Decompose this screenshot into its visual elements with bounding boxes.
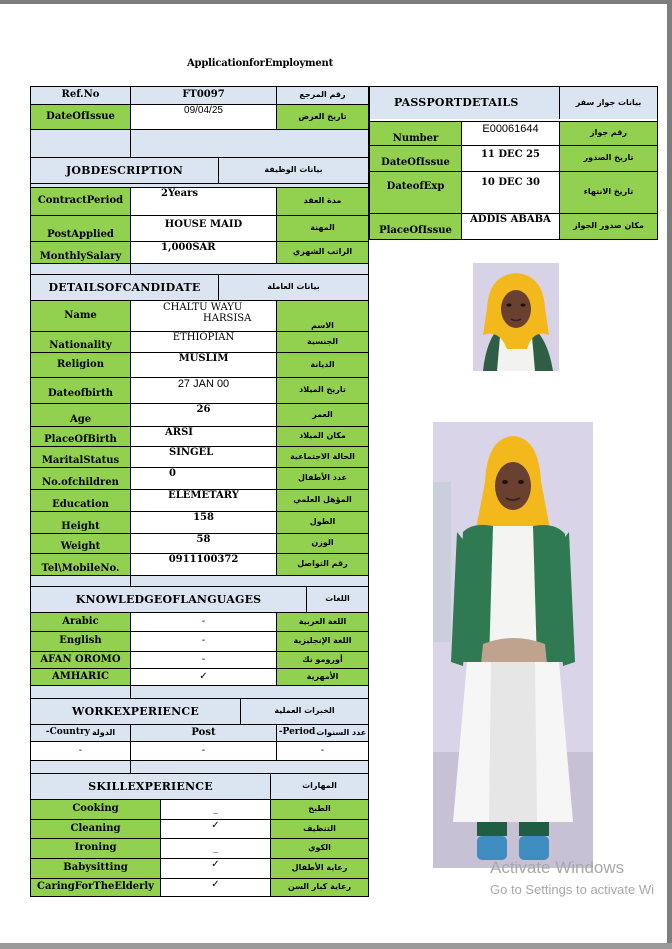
work-experience-header: WORKEXPERIENCE [30, 698, 241, 725]
candidate-header-ar: بيانات العاملة [218, 274, 369, 301]
work-post-header: Post [130, 724, 277, 742]
weight-ar: الوزن [276, 533, 369, 554]
age-ar: العمر [276, 403, 369, 427]
skills-header-ar: المهارات [270, 773, 369, 800]
children-ar: عدد الأطفال [276, 467, 369, 490]
work-period-ar: عدد السنوات [316, 727, 367, 737]
language-value-amharic: ✓ [130, 668, 277, 686]
skill-value-cooking: _ [160, 799, 271, 820]
job-description-header-ar: بيانات الوظيفة [218, 157, 369, 184]
skill-ar-ironing: الكوي [270, 838, 369, 859]
spacer-cell [30, 760, 131, 774]
work-experience-header-ar: الخبرات العملية [240, 698, 369, 725]
skill-label-elderly: CaringForTheElderly [30, 878, 161, 897]
language-label-oromo: AFAN OROMO [30, 651, 131, 669]
language-ar-amharic: الأمهرية [276, 668, 369, 686]
ref-no-value: FT0097 [130, 86, 277, 105]
weight-label: Weight [30, 533, 131, 554]
spacer-cell [30, 685, 131, 699]
date-of-issue-ar: تاريخ العرض [276, 104, 369, 130]
work-country-ar: الدولة [91, 727, 116, 737]
language-label-arabic: Arabic [30, 612, 131, 632]
height-value: 158 [130, 511, 277, 534]
work-period-value: - [276, 741, 369, 761]
date-of-issue-value: 09/04/25 [130, 104, 277, 130]
marital-status-label: MaritalStatus [30, 446, 131, 468]
passport-photo [473, 263, 559, 371]
language-ar-english: اللغة الإنجليزية [276, 631, 369, 652]
date-of-birth-label: Dateofbirth [30, 377, 131, 404]
ref-no-label: Ref.No [30, 86, 131, 105]
place-of-birth-value: ARSI [130, 426, 277, 447]
ref-no-ar: رقم المرجع [276, 86, 369, 105]
work-post-value: - [130, 741, 277, 761]
language-ar-arabic: اللغة العربية [276, 612, 369, 632]
skill-label-cleaning: Cleaning [30, 819, 161, 839]
language-label-amharic: AMHARIC [30, 668, 131, 686]
name-line-2: HARSISA [203, 312, 252, 324]
document-title: ApplicationforEmployment [186, 58, 333, 69]
nationality-value: ETHIOPIAN [130, 331, 277, 353]
passport-issue-ar: تاريخ الصدور [559, 145, 658, 172]
spacer-cell [30, 129, 131, 158]
passport-place-value: ADDIS ABABA [461, 213, 560, 240]
activation-watermark-subtitle: Go to Settings to activate Wi [490, 882, 655, 897]
children-value: 0 [130, 467, 277, 490]
tel-ar: رقم التواصل [276, 553, 369, 576]
language-value-arabic: - [130, 612, 277, 632]
marital-status-value: SINGEL [130, 446, 277, 468]
passport-issue-label: DateOfIssue [369, 145, 462, 172]
monthly-salary-label: MonthlySalary [30, 241, 131, 264]
skill-value-ironing: _ [160, 838, 271, 859]
date-of-birth-ar: تاريخ الميلاد [276, 377, 369, 404]
skill-value-cleaning: ✓ [160, 819, 271, 839]
contract-period-ar: مدة العقد [276, 187, 369, 216]
tel-label: Tel\MobileNo. [30, 553, 131, 576]
passport-exp-value: 10 DEC 30 [461, 171, 560, 214]
name-value [130, 300, 277, 332]
date-of-birth-value: 27 JAN 00 [130, 377, 277, 404]
activation-watermark-title: Activate Windows [490, 858, 625, 877]
work-country-value: - [30, 741, 131, 761]
education-label: Education [30, 489, 131, 512]
passport-photo-image [473, 263, 559, 371]
passport-number-value: E00061644 [461, 121, 560, 146]
contract-period-value: 2Years [130, 187, 277, 216]
full-body-photo [433, 422, 593, 868]
skill-label-ironing: Ironing [30, 838, 161, 859]
languages-header-ar: اللغات [306, 586, 369, 613]
skill-label-cooking: Cooking [30, 799, 161, 820]
work-period-label: -Period [278, 727, 316, 738]
candidate-header: DETAILSOFCANDIDATE [30, 274, 219, 301]
religion-label: Religion [30, 352, 131, 378]
age-value: 26 [130, 403, 277, 427]
age-label: Age [30, 403, 131, 427]
language-value-oromo: - [130, 651, 277, 669]
post-applied-label: PostApplied [30, 215, 131, 242]
skill-ar-babysitting: رعاية الأطفال [270, 858, 369, 879]
education-ar: المؤهل العلمي [276, 489, 369, 512]
nationality-ar: الجنسية [276, 331, 369, 353]
passport-number-label: Number [369, 121, 462, 146]
passport-place-ar: مكان صدور الجواز [559, 213, 658, 240]
name-line-1: CHALTU WAYU [163, 302, 243, 313]
contract-period-label: ContractPeriod [30, 187, 131, 216]
skill-value-babysitting: ✓ [160, 858, 271, 879]
passport-number-ar: رقم جواز [559, 121, 658, 146]
religion-value: MUSLIM [130, 352, 277, 378]
language-label-english: English [30, 631, 131, 652]
marital-status-ar: الحالة الاجتماعية [276, 446, 369, 468]
date-of-issue-label: DateOfIssue [30, 104, 131, 130]
work-country-label: -Country [45, 727, 90, 738]
height-ar: الطول [276, 511, 369, 534]
place-of-birth-ar: مكان الميلاد [276, 426, 369, 447]
spacer-cell [130, 760, 369, 774]
skill-ar-cooking: الطبخ [270, 799, 369, 820]
passport-header-ar: بيانات جواز سفر [559, 86, 658, 120]
education-value: ELEMETARY [130, 489, 277, 512]
children-label: No.ofchildren [30, 467, 131, 490]
skill-label-babysitting: Babysitting [30, 858, 161, 879]
passport-exp-ar: تاريخ الانتهاء [559, 171, 658, 214]
skill-value-elderly: ✓ [160, 878, 271, 897]
passport-issue-value: 11 DEC 25 [461, 145, 560, 172]
full-body-photo-image [433, 422, 593, 868]
passport-exp-label: DateofExp [369, 171, 462, 214]
name-ar: الاسم [276, 300, 369, 332]
tel-value: 0911100372 [130, 553, 277, 576]
skill-ar-elderly: رعاية كبار السن [270, 878, 369, 897]
languages-header: KNOWLEDGEOFLANGUAGES [30, 586, 307, 613]
skills-header: SKILLEXPERIENCE [30, 773, 271, 800]
skill-ar-cleaning: التنظيف [270, 819, 369, 839]
height-label: Height [30, 511, 131, 534]
religion-ar: الديانة [276, 352, 369, 378]
work-country-header [30, 724, 131, 742]
window-top-border [0, 0, 672, 4]
window-right-border [667, 0, 672, 949]
passport-place-label: PlaceOfIssue [369, 213, 462, 240]
window-bottom-border [0, 943, 672, 949]
post-applied-ar: المهنة [276, 215, 369, 242]
monthly-salary-ar: الراتب الشهري [276, 241, 369, 264]
passport-header: PASSPORTDETAILS [369, 86, 560, 120]
post-applied-value: HOUSE MAID [130, 215, 277, 242]
monthly-salary-value: 1,000SAR [130, 241, 277, 264]
name-label: Name [30, 300, 131, 332]
nationality-label: Nationality [30, 331, 131, 353]
language-ar-oromo: أورومو نك [276, 651, 369, 669]
job-description-header: JOBDESCRIPTION [30, 157, 219, 184]
language-value-english: - [130, 631, 277, 652]
weight-value: 58 [130, 533, 277, 554]
place-of-birth-label: PlaceOfBirth [30, 426, 131, 447]
spacer-cell [130, 685, 369, 699]
work-period-header [276, 724, 369, 742]
